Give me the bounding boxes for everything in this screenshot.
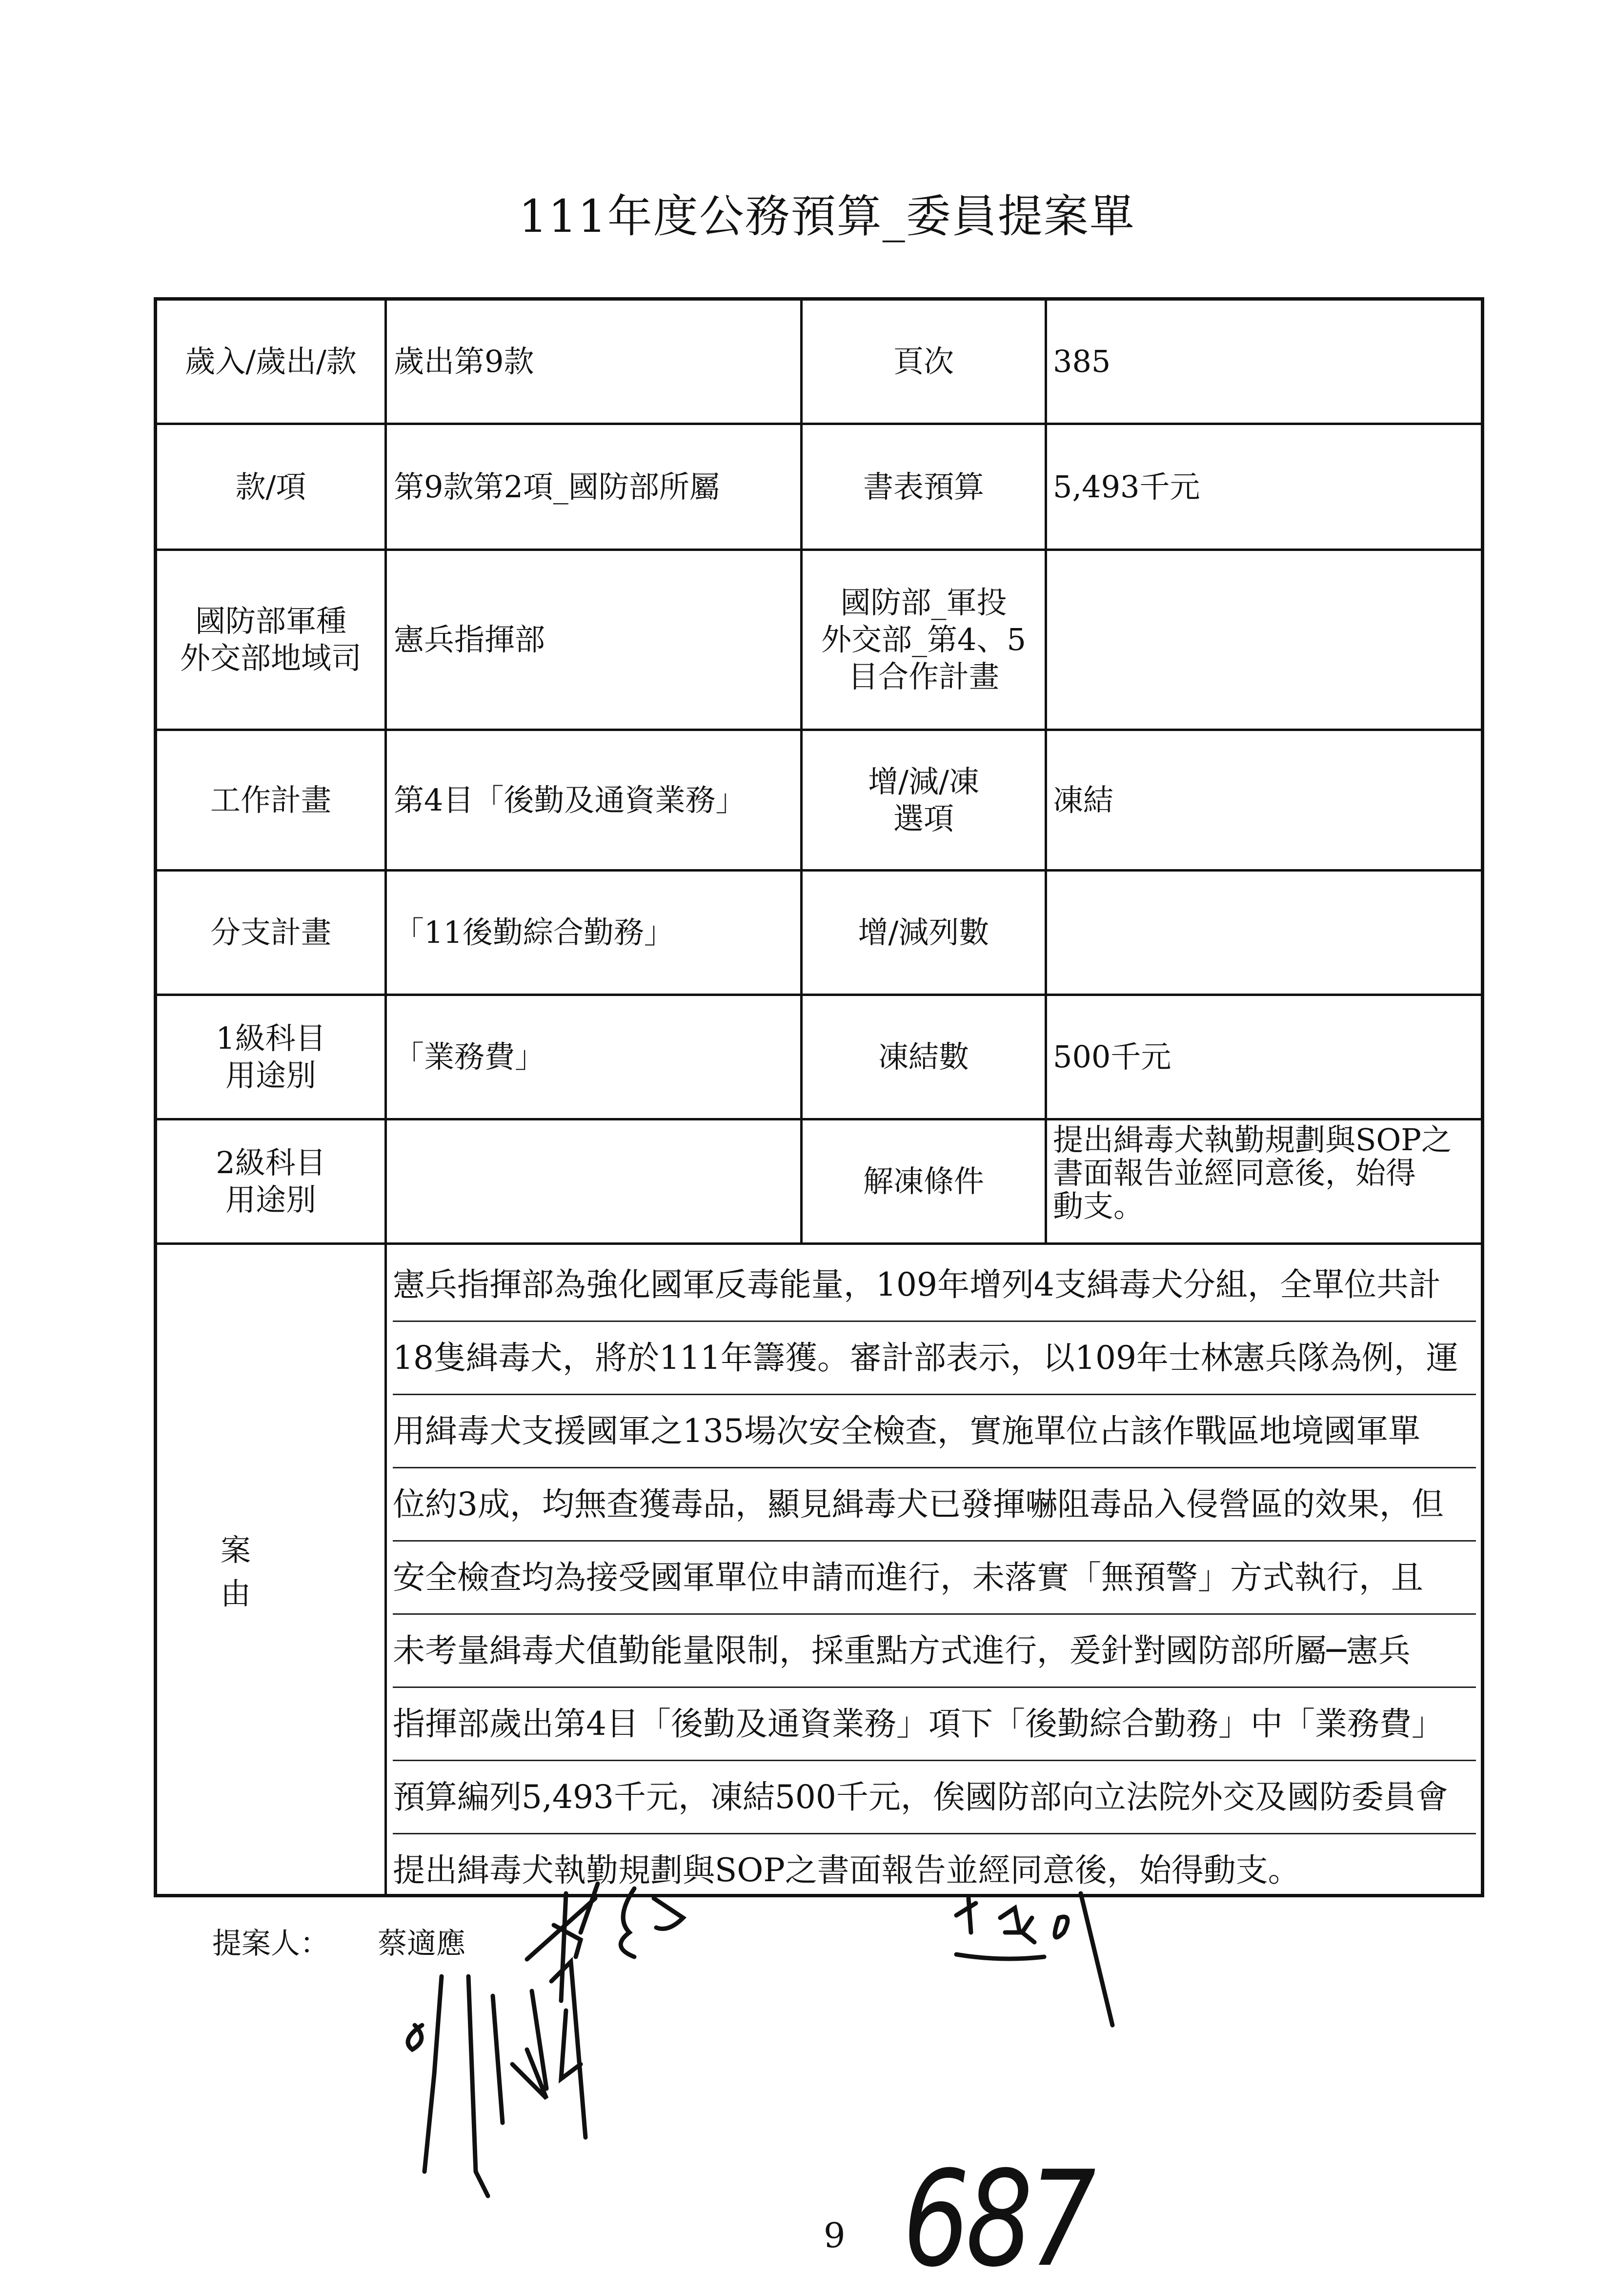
reason-line: 安全檢查均為接受國軍單位申請而進行，未落實「無預警」方式執行，且 [393,1542,1476,1615]
reason-line: 提出緝毒犬執勤規劃與SOP之書面報告並經同意後，始得動支。 [393,1851,1300,1889]
value-cell: 凍結 [1053,782,1114,818]
label-cell: 歲入/歲出/款 [157,301,387,423]
label-cell: 分支計畫 [157,872,387,994]
label-cell: 書表預算 [803,425,1047,549]
label-cell: 增/減/凍 選項 [803,731,1047,869]
reason-label: 案由 [157,1245,387,1894]
value-cell: 「11後勤綜合勤務」 [387,872,803,994]
label-cell: 工作計畫 [157,731,387,869]
signature-3 [408,1962,585,2196]
value-cell: 385 [1053,344,1111,379]
reason-line: 預算編列5,493千元，凍結500千元，俟國防部向立法院外交及國防委員會 [393,1761,1476,1834]
handwritten-number: 687 [903,2142,1092,2296]
signature-2 [956,1893,1112,2025]
value-cell: 500千元 [1053,1039,1171,1075]
label-cell: 凍結數 [803,996,1047,1118]
reason-line: 18隻緝毒犬，將於111年籌獲。審計部表示，以109年士林憲兵隊為例，運 [393,1322,1476,1395]
value-cell: 第9款第2項_國防部所屬 [387,425,803,549]
value-cell: 「業務費」 [387,996,803,1118]
value-cell: 歲出第9款 [387,301,803,423]
page-number: 9 [824,2215,846,2255]
value-cell: 5,493千元 [1053,468,1200,505]
value-cell: 第4目「後勤及通資業務」 [387,731,803,869]
label-cell: 增/減列數 [803,872,1047,994]
reason-line: 位約3成，均無查獲毒品，顯見緝毒犬已發揮嚇阻毒品入侵營區的效果，但 [393,1468,1476,1542]
label-cell: 國防部_軍投 外交部_第4、5 目合作計畫 [803,551,1047,729]
proposer-label: 提案人： [212,1927,329,1961]
value-cell: 提出緝毒犬執勤規劃與SOP之 書面報告並經同意後，始得 動支。 [1053,1122,1452,1224]
document-title: 111年度公務預算_委員提案單 [519,190,1135,243]
label-cell: 國防部軍種 外交部地域司 [157,551,387,729]
proposer-name: 蔡適應 [378,1927,465,1961]
label-cell: 款/項 [157,425,387,549]
label-cell: 2級科目 用途別 [157,1120,387,1242]
value-cell: 憲兵指揮部 [387,551,803,729]
reason-line: 憲兵指揮部為強化國軍反毒能量，109年增列4支緝毒犬分組，全單位共計 [393,1249,1476,1322]
reason-line: 指揮部歲出第4目「後勤及通資業務」項下「後勤綜合勤務」中「業務費」 [393,1688,1476,1761]
label-cell: 頁次 [803,301,1047,423]
reason-line: 未考量緝毒犬值勤能量限制，採重點方式進行，爰針對國防部所屬─憲兵 [393,1615,1476,1688]
label-cell: 1級科目 用途別 [157,996,387,1118]
reason-line: 用緝毒犬支援國軍之135場次安全檢查，實施單位占該作戰區地境國軍單 [393,1395,1476,1468]
label-cell: 解凍條件 [803,1120,1047,1242]
